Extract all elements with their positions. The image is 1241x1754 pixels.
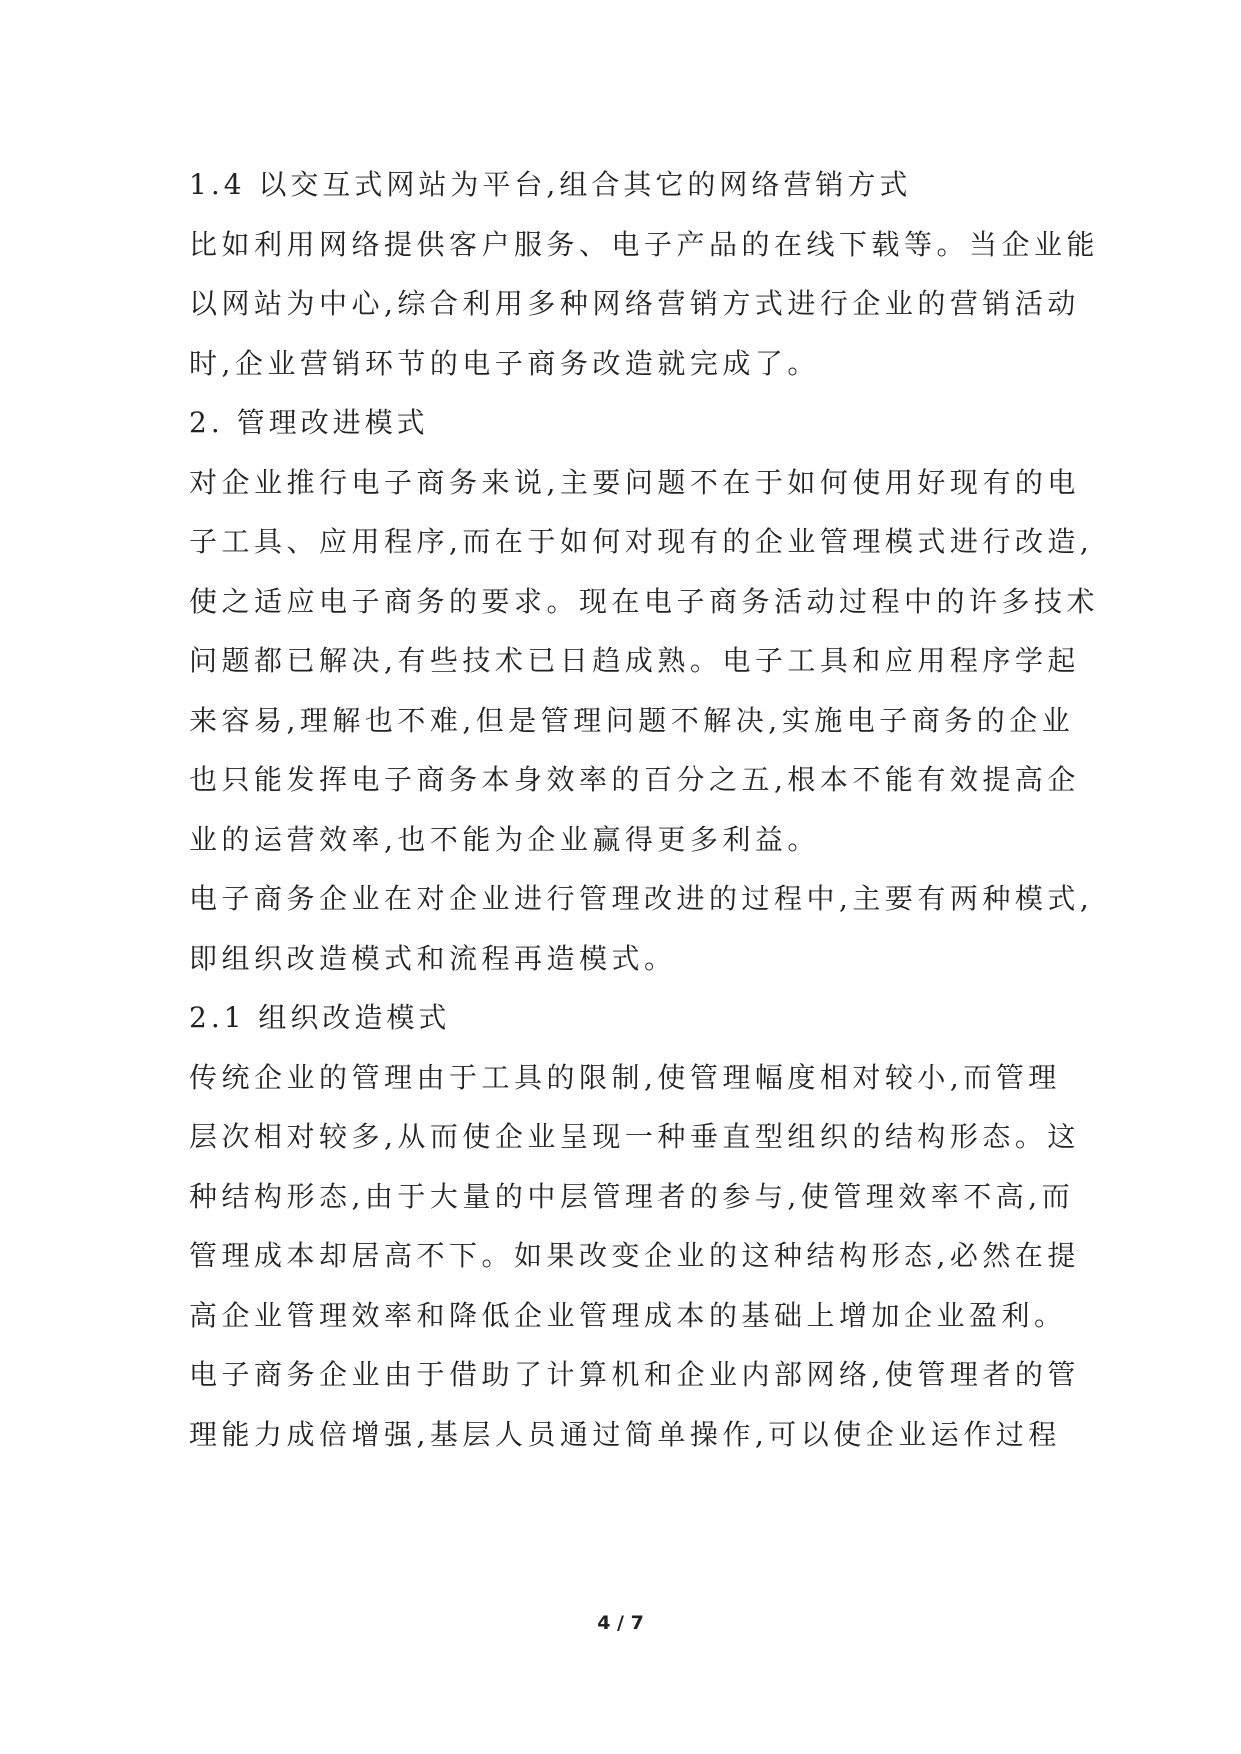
section-heading-1-4: 1.4 以交互式网站为平台,组合其它的网络营销方式 [189,168,912,201]
text-line: 比如利用网络提供客户服务、电子产品的在线下载等。当企业能 [189,227,1100,261]
text-line: 层次相对较多,从而使企业呈现一种垂直型组织的结构形态。这 [189,1120,1080,1153]
text-line: 管理成本却居高不下。如果改变企业的这种结构形态,必然在提 [189,1239,1080,1272]
text-line: 来容易,理解也不难,但是管理问题不解决,实施电子商务的企业 [189,703,1075,737]
text-line: 理能力成倍增强,基层人员通过简单操作,可以使企业运作过程 [189,1417,1061,1451]
text-line: 子工具、应用程序,而在于如何对现有的企业管理模式进行改造, [189,525,1094,558]
text-line: 对企业推行电子商务来说,主要问题不在于如何使用好现有的电 [189,465,1080,499]
text-line: 问题都已解决,有些技术已日趋成熟。电子工具和应用程序学起 [189,644,1080,677]
text-line: 即组织改造模式和流程再造模式。 [189,941,677,975]
text-line: 使之适应电子商务的要求。现在电子商务活动过程中的许多技术 [189,584,1100,618]
text-line: 高企业管理效率和降低企业管理成本的基础上增加企业盈利。 [189,1298,1067,1332]
section-heading-2-1: 2.1 组织改造模式 [189,1001,451,1034]
text-line: 种结构形态,由于大量的中层管理者的参与,使管理效率不高,而 [189,1179,1075,1213]
text-line: 也只能发挥电子商务本身效率的百分之五,根本不能有效提高企 [189,763,1080,796]
text-line: 电子商务企业在对企业进行管理改进的过程中,主要有两种模式, [189,882,1094,915]
text-line: 时,企业营销环节的电子商务改造就完成了。 [189,346,820,380]
text-line: 以网站为中心,综合利用多种网络营销方式进行企业的营销活动 [189,287,1080,320]
text-line: 传统企业的管理由于工具的限制,使管理幅度相对较小,而管理 [189,1060,1061,1094]
document-body [189,155,1100,1464]
text-line: 电子商务企业由于借助了计算机和企业内部网络,使管理者的管 [189,1358,1080,1391]
text-line: 业的运营效率,也不能为企业赢得更多利益。 [189,822,820,856]
page-number: 4 / 7 [597,1612,644,1634]
section-heading-2: 2. 管理改进模式 [189,406,429,439]
